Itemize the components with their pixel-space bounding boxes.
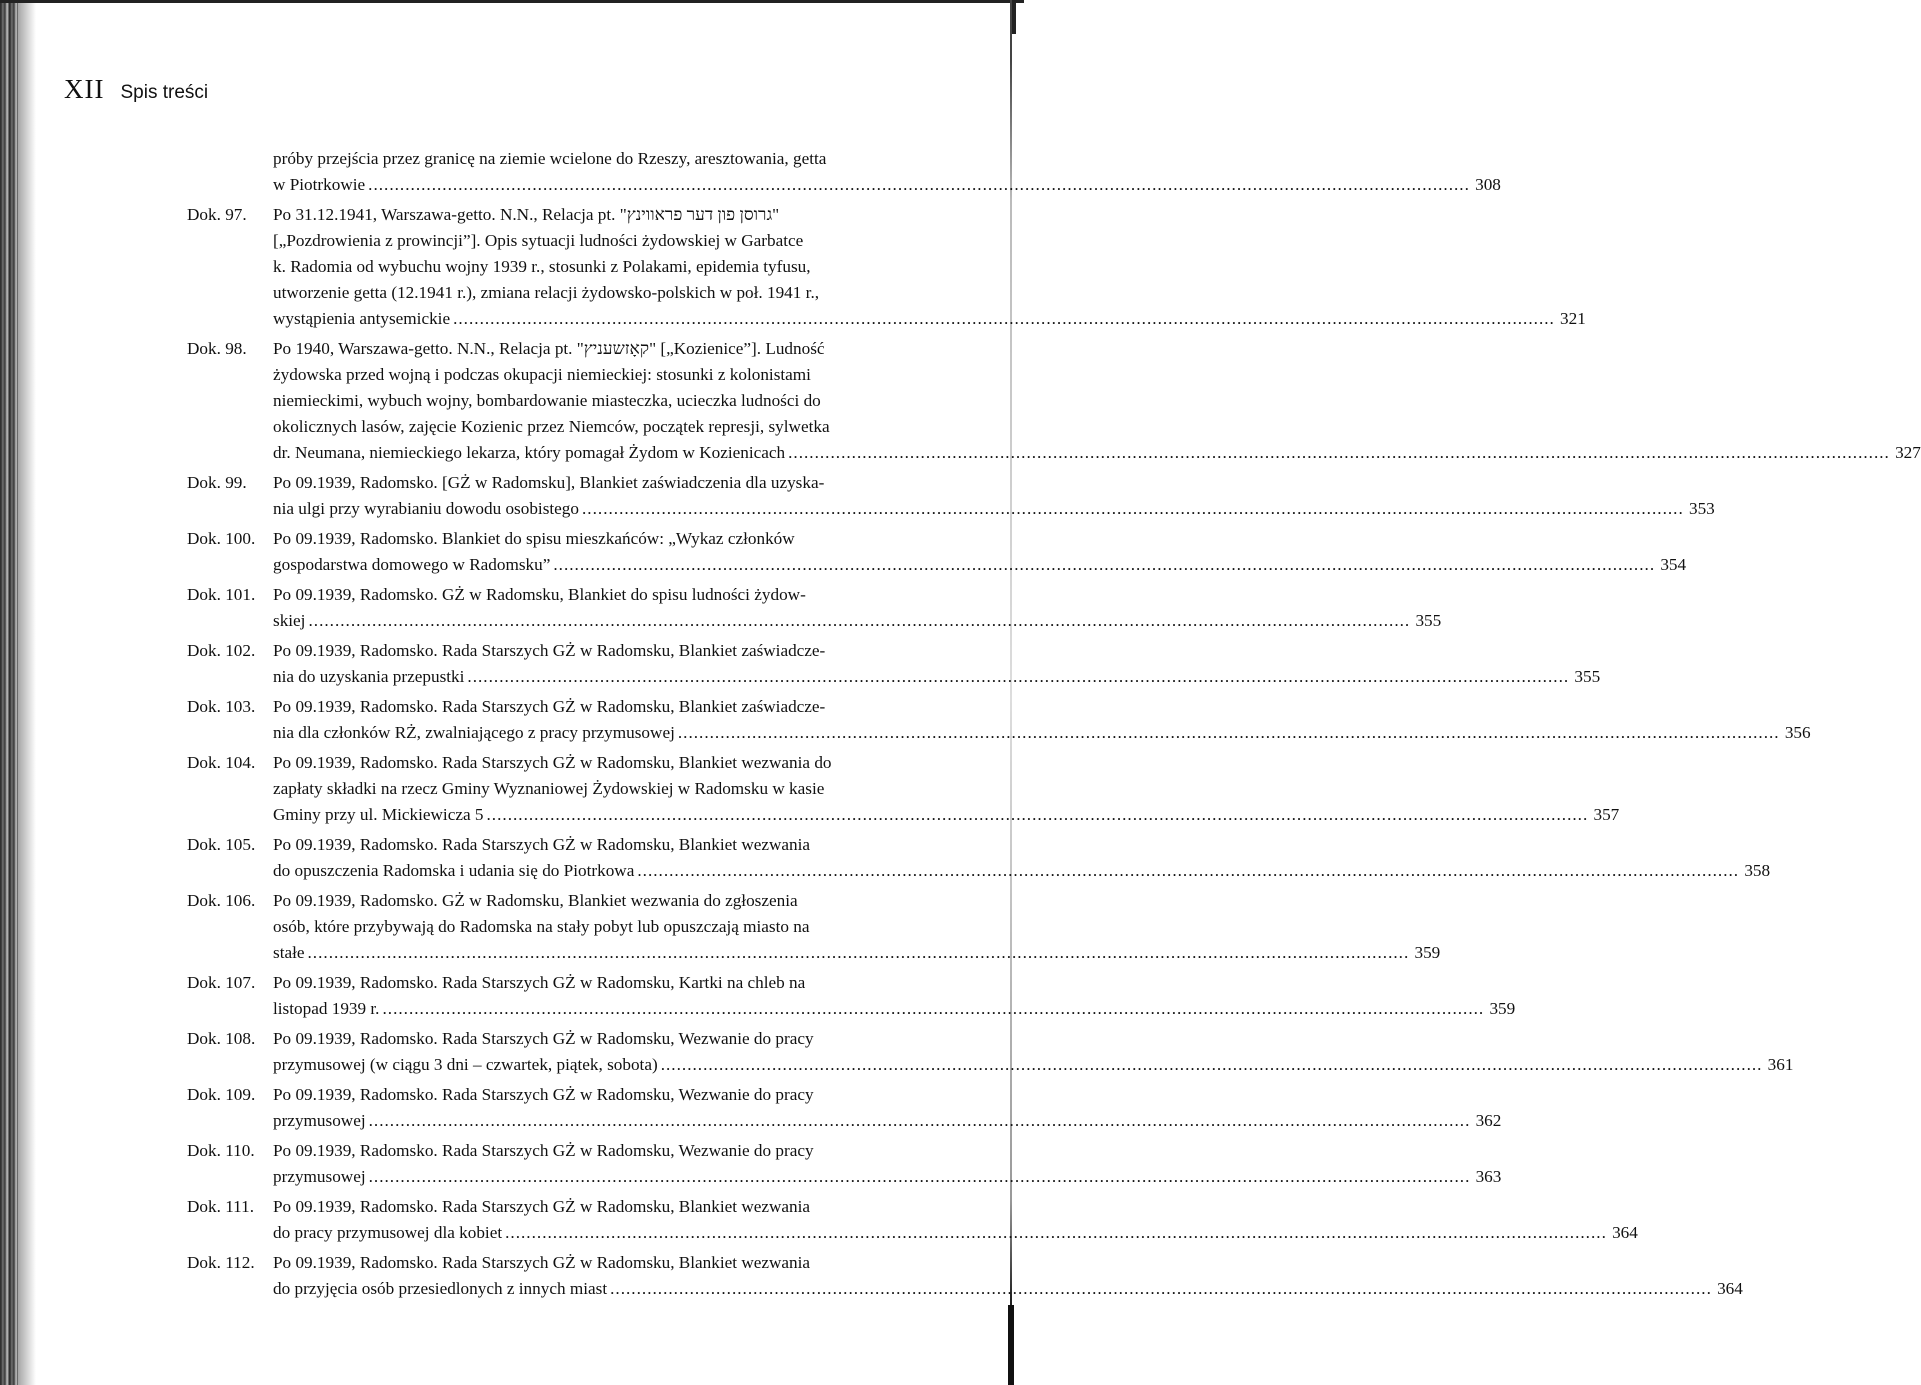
entry-line: Po 09.1939, Radomsko. Rada Starszych GŻ w Radomsku, Blankiet wezwania: [273, 835, 811, 854]
dot-leader: [788, 440, 1890, 466]
entry-line: k. Radomia od wybuchu wojny 1939 r., stosunki z Polakami, epidemia tyfusu,: [273, 257, 811, 276]
page-reference: 354: [1660, 555, 1687, 574]
entry-line: Po 09.1939, Radomsko. GŻ w Radomsku, Blankiet do spisu ludności żydow-: [273, 585, 806, 604]
entry-description: [273, 202, 1586, 332]
page-reference: 321: [1560, 309, 1586, 328]
toc-entry: [187, 470, 1715, 522]
page-reference: 364: [1717, 1279, 1743, 1298]
toc-entry: [187, 336, 1921, 466]
entry-description: [273, 526, 1686, 578]
dot-leader: [453, 306, 1555, 332]
entry-line: niemieckimi, wybuch wojny, bombardowanie miasteczka, ucieczka ludności do: [273, 391, 821, 410]
entry-description: [273, 638, 1600, 690]
dot-leader: [661, 1052, 1763, 1078]
entry-last-line: [273, 1052, 1793, 1078]
document-number: Dok. 104.: [187, 753, 256, 772]
entry-line: osób, które przybywają do Radomska na stały pobyt lub opuszczają miasto na: [273, 917, 810, 936]
scan-binding-shadow: [18, 0, 36, 1385]
entry-line: Po 09.1939, Radomsko. Rada Starszych GŻ w Radomsku, Kartki na chleb na: [273, 973, 806, 992]
dot-leader: [505, 1220, 1607, 1246]
entry-line: Po 09.1939, Radomsko. Rada Starszych GŻ w Radomsku, Blankiet zaświadcze-: [273, 641, 826, 660]
dot-leader: [467, 664, 1569, 690]
running-head-title: Spis treści: [120, 82, 209, 103]
entry-line: żydowska przed wojną i podczas okupacji niemieckiej: stosunki z kolonistami: [273, 365, 811, 384]
dot-leader: [582, 496, 1684, 522]
entry-last-line-text: przymusowej: [273, 1167, 366, 1186]
page-reference: 363: [1475, 1167, 1502, 1186]
page-reference: 308: [1475, 175, 1501, 194]
toc-entry: [187, 638, 1601, 690]
document-number: Dok. 97.: [187, 205, 247, 224]
entry-line: [„Pozdrowienia z prowincji”]. Opis sytuacji ludności żydowskiej w Garbatce: [273, 231, 804, 250]
entry-last-line-text: skiej: [273, 611, 306, 630]
toc-entry: [187, 526, 1687, 578]
page-reference: 359: [1414, 943, 1441, 962]
entry-line: zapłaty składki na rzecz Gminy Wyznaniowej Żydowskiej w Radomsku w kasie: [273, 779, 825, 798]
entry-line: okolicznych lasów, zajęcie Kozienic przez Niemców, początek represji, sylwetka: [273, 417, 830, 436]
page-reference: 358: [1744, 861, 1771, 880]
entry-description: [273, 1026, 1793, 1078]
dot-leader: [308, 940, 1410, 966]
page-reference: 353: [1688, 499, 1715, 518]
entry-last-line: [273, 172, 1501, 198]
document-number: Dok. 110.: [187, 1141, 255, 1160]
entry-last-line: [273, 1276, 1743, 1302]
entry-last-line: [273, 802, 1619, 828]
entry-line: Po 1940, Warszawa-getto. N.N., Relacja pt. "קאָזשעניץ" [„Kozienice”]. Ludność: [273, 339, 825, 358]
entry-last-line: [273, 720, 1811, 746]
entry-description: [273, 1138, 1501, 1190]
entry-last-line-text: nia do uzyskania przepustki: [273, 667, 465, 686]
entry-last-line: [273, 1220, 1638, 1246]
entry-last-line: [273, 1164, 1501, 1190]
entry-last-line-text: nia ulgi przy wyrabianiu dowodu osobistego: [273, 499, 579, 518]
entry-last-line: [273, 608, 1441, 634]
entry-last-line: [273, 306, 1586, 332]
document-number: Dok. 109.: [187, 1085, 256, 1104]
page-reference: 359: [1489, 999, 1516, 1018]
page-number-roman: XII: [64, 74, 105, 104]
document-number: Dok. 102.: [187, 641, 256, 660]
page-reference: 356: [1784, 723, 1811, 742]
entry-description: [273, 970, 1515, 1022]
entry-last-line: [273, 552, 1686, 578]
entry-line: Po 09.1939, Radomsko. Rada Starszych GŻ w Radomsku, Wezwanie do pracy: [273, 1085, 814, 1104]
toc-entry: [187, 832, 1771, 884]
scan-top-edge: [0, 0, 1024, 3]
scan-right-corner: [1008, 1305, 1014, 1385]
entry-line: Po 09.1939, Radomsko. Rada Starszych GŻ w Radomsku, Blankiet wezwania: [273, 1253, 811, 1272]
dot-leader: [637, 858, 1739, 884]
toc-entry: [187, 750, 1620, 828]
dot-leader: [487, 802, 1589, 828]
toc-entry: [187, 202, 1586, 332]
dot-leader: [308, 608, 1410, 634]
dot-leader: [553, 552, 1655, 578]
toc-entry: [187, 582, 1442, 634]
toc-entry: [187, 1026, 1794, 1078]
entry-last-line-text: nia dla członków RŻ, zwalniającego z pracy przymusowej: [273, 723, 675, 742]
toc-entry: [187, 694, 1811, 746]
entry-last-line-text: przymusowej: [273, 1111, 366, 1130]
entry-line: Po 09.1939, Radomsko. Rada Starszych GŻ w Radomsku, Wezwanie do pracy: [273, 1141, 814, 1160]
entry-last-line-text: do opuszczenia Radomska i udania się do Piotrkowa: [273, 861, 635, 880]
dot-leader: [382, 996, 1484, 1022]
page-reference: 355: [1415, 611, 1442, 630]
page-reference: 364: [1612, 1223, 1638, 1242]
toc-entry: [187, 146, 1501, 198]
document-number: Dok. 106.: [187, 891, 256, 910]
dot-leader: [610, 1276, 1712, 1302]
toc-entry: [187, 1082, 1502, 1134]
document-number: [187, 146, 273, 198]
page-reference: 362: [1475, 1111, 1502, 1130]
entry-last-line-text: do przyjęcia osób przesiedlonych z innych miast: [273, 1279, 608, 1298]
document-number: Dok. 98.: [187, 339, 247, 358]
entry-description: [273, 582, 1441, 634]
entry-last-line: [273, 496, 1715, 522]
document-number: Dok. 100.: [187, 529, 256, 548]
entry-line: Po 09.1939, Radomsko. Rada Starszych GŻ w Radomsku, Wezwanie do pracy: [273, 1029, 814, 1048]
entry-last-line-text: gospodarstwa domowego w Radomsku”: [273, 555, 551, 574]
entry-last-line: [273, 940, 1440, 966]
toc-entry: [187, 1138, 1502, 1190]
entry-line: Po 09.1939, Radomsko. [GŻ w Radomsku], Blankiet zaświadczenia dla uzyska-: [273, 473, 825, 492]
entry-description: [273, 146, 1501, 198]
page-reference: 327: [1895, 443, 1921, 462]
document-number: Dok. 108.: [187, 1029, 256, 1048]
document-number: Dok. 99.: [187, 473, 247, 492]
document-number: Dok. 103.: [187, 697, 256, 716]
page-reference: 361: [1767, 1055, 1794, 1074]
entry-line: Po 09.1939, Radomsko. Blankiet do spisu mieszkańców: „Wykaz członków: [273, 529, 795, 548]
entry-line: utworzenie getta (12.1941 r.), zmiana relacji żydowsko-polskich w poł. 1941 r.,: [273, 283, 820, 302]
entry-description: [273, 750, 1619, 828]
toc-entry: [187, 970, 1516, 1022]
entry-description: [273, 470, 1715, 522]
entry-line: próby przejścia przez granicę na ziemie wcielone do Rzeszy, aresztowania, getta: [273, 149, 827, 168]
document-number: Dok. 101.: [187, 585, 256, 604]
dot-leader: [369, 1108, 1471, 1134]
entry-last-line-text: w Piotrkowie: [273, 175, 366, 194]
page-reference: 357: [1593, 805, 1620, 824]
entry-last-line-text: stałe: [273, 943, 305, 962]
entry-description: [273, 888, 1440, 966]
entry-last-line: [273, 1108, 1501, 1134]
document-number: Dok. 107.: [187, 973, 256, 992]
entry-description: [273, 1082, 1501, 1134]
toc-entry: [187, 1250, 1743, 1302]
document-number: Dok. 105.: [187, 835, 256, 854]
entry-description: [273, 1250, 1743, 1302]
entry-description: [273, 694, 1811, 746]
document-number: Dok. 111.: [187, 1197, 254, 1216]
table-of-contents: [187, 146, 1921, 1306]
entry-line: Po 31.12.1941, Warszawa-getto. N.N., Relacja pt. "גרוסן פון דער פראווינץ": [273, 205, 780, 224]
entry-last-line: [273, 858, 1770, 884]
entry-last-line: [273, 664, 1600, 690]
entry-last-line-text: listopad 1939 r.: [273, 999, 380, 1018]
entry-line: Po 09.1939, Radomsko. Rada Starszych GŻ w Radomsku, Blankiet wezwania do: [273, 753, 832, 772]
entry-last-line-text: Gminy przy ul. Mickiewicza 5: [273, 805, 484, 824]
toc-entry: [187, 1194, 1638, 1246]
entry-description: [273, 1194, 1638, 1246]
entry-last-line-text: przymusowej (w ciągu 3 dni – czwartek, piątek, sobota): [273, 1055, 658, 1074]
entry-last-line: [273, 996, 1515, 1022]
entry-last-line-text: do pracy przymusowej dla kobiet: [273, 1223, 503, 1242]
scan-binding-edge: [0, 0, 18, 1385]
entry-line: Po 09.1939, Radomsko. GŻ w Radomsku, Blankiet wezwania do zgłoszenia: [273, 891, 798, 910]
entry-last-line: [273, 440, 1921, 466]
document-number: Dok. 112.: [187, 1253, 255, 1272]
entry-line: Po 09.1939, Radomsko. Rada Starszych GŻ w Radomsku, Blankiet zaświadcze-: [273, 697, 826, 716]
dot-leader: [369, 1164, 1471, 1190]
dot-leader: [678, 720, 1780, 746]
entry-description: [273, 832, 1770, 884]
entry-description: [273, 336, 1921, 466]
entry-last-line-text: dr. Neumana, niemieckiego lekarza, który pomagał Żydom w Kozienicach: [273, 443, 786, 462]
page-reference: 355: [1574, 667, 1601, 686]
dot-leader: [368, 172, 1470, 198]
running-head: [64, 74, 208, 105]
entry-line: Po 09.1939, Radomsko. Rada Starszych GŻ w Radomsku, Blankiet wezwania: [273, 1197, 811, 1216]
entry-last-line-text: wystąpienia antysemickie: [273, 309, 451, 328]
toc-entry: [187, 888, 1441, 966]
